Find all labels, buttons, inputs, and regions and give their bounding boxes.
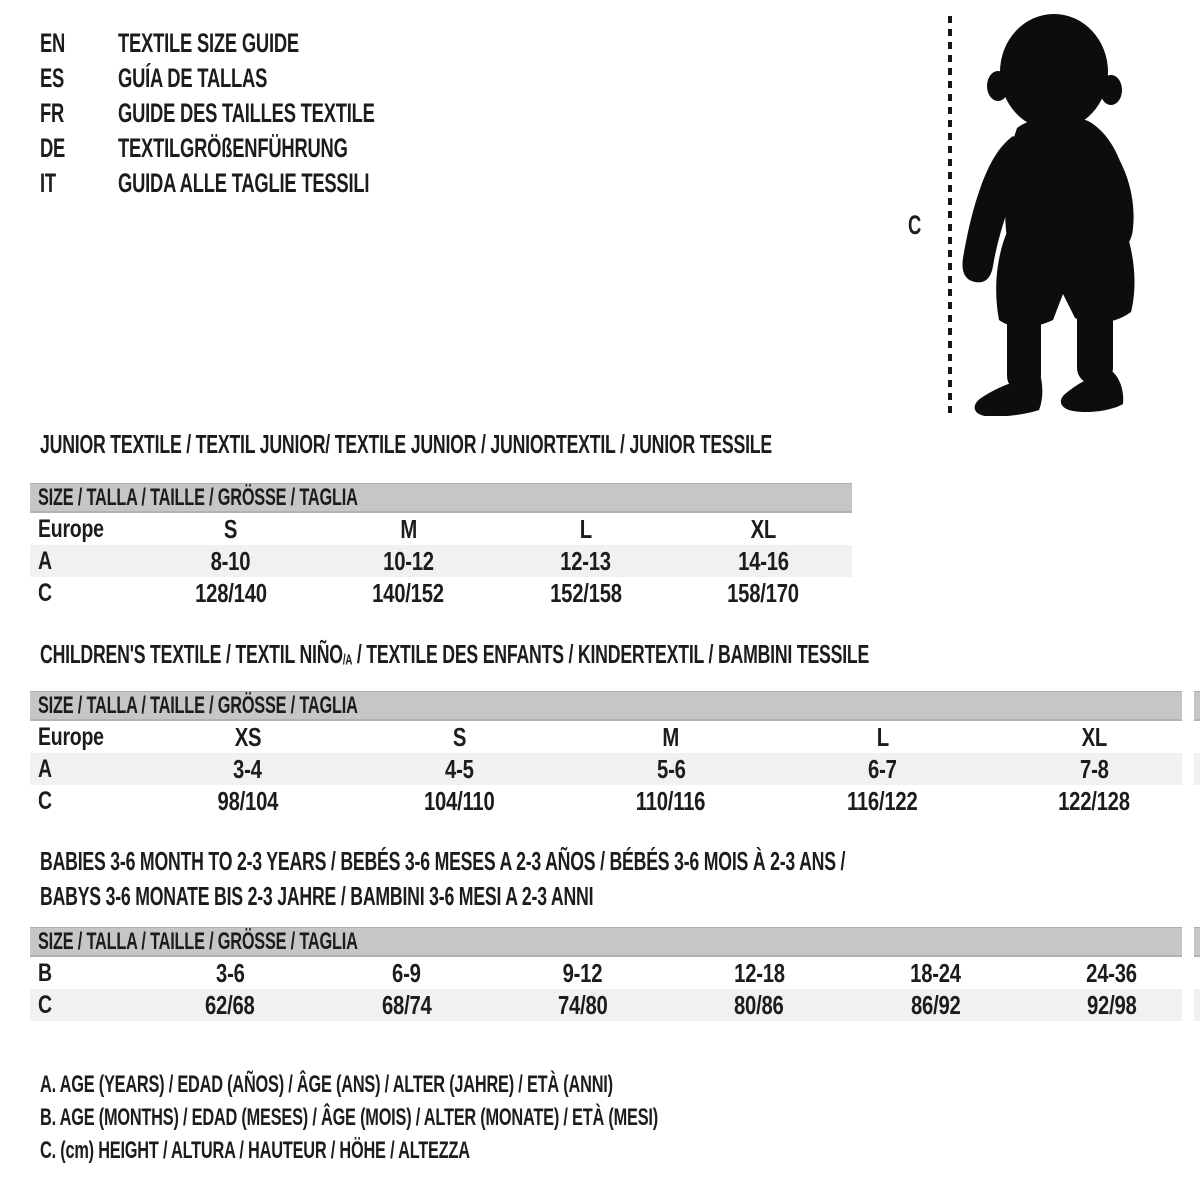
size-cell: 12-13 [560, 546, 612, 576]
row-label: B [38, 959, 52, 987]
legend-age-months: B. AGE (MONTHS) / EDAD (MESES) / ÂGE (MOIS) / ALTER (MONATE) / ETÀ (MESI) [40, 1104, 658, 1131]
size-cell: XL [1081, 722, 1107, 752]
size-cell: 10-12 [382, 546, 434, 576]
size-cell: 86/92 [910, 990, 961, 1020]
language-code: IT [40, 168, 56, 198]
height-measure-line [948, 16, 952, 414]
row-label: A [38, 755, 52, 783]
size-cell: 7-8 [1079, 754, 1109, 784]
size-cell: M [662, 722, 680, 752]
size-cell: 8-10 [210, 546, 251, 576]
language-code: DE [40, 133, 66, 163]
table-row-c [30, 577, 852, 609]
language-code: EN [40, 28, 66, 58]
legend-age-years: A. AGE (YEARS) / EDAD (AÑOS) / ÂGE (ANS) / ALTER (JAHRE) / ETÀ (ANNI) [40, 1071, 613, 1098]
size-cell: 4-5 [445, 754, 474, 784]
language-row-es [40, 61, 496, 96]
size-cell: XL [750, 514, 776, 544]
table-row-a [30, 753, 1200, 785]
section-title-babies-line1: BABIES 3-6 MONTH TO 2-3 YEARS / BEBÉS 3-6 MESES A 2-3 AÑOS / BÉBÉS 3-6 MOIS À 2-3 ANS / [40, 846, 846, 876]
children-size-table [30, 691, 1200, 817]
size-cell: L [579, 514, 592, 544]
size-cell: 12-18 [733, 958, 785, 988]
section-title-babies-line2: BABYS 3-6 MONATE BIS 2-3 JAHRE / BAMBINI 3-6 MESI A 2-3 ANNI [40, 881, 594, 911]
size-cell: 74/80 [558, 990, 608, 1020]
table-row-b [30, 957, 1200, 989]
size-cell: S [224, 514, 238, 544]
table-row-europe [30, 721, 1200, 753]
row-label: C [38, 579, 52, 607]
size-cell: 3-4 [233, 754, 263, 784]
table-header-bar: SIZE / TALLA / TAILLE / GRÖSSE / TAGLIA [30, 927, 1200, 957]
section-title-junior: JUNIOR TEXTILE / TEXTIL JUNIOR/ TEXTILE JUNIOR / JUNIORTEXTIL / JUNIOR TESSILE [40, 429, 772, 459]
size-cell: L [876, 722, 889, 752]
language-label: TEXTILGRÖßENFÜHRUNG [118, 133, 348, 163]
language-label: TEXTILE SIZE GUIDE [118, 28, 299, 58]
size-cell: 140/152 [372, 578, 445, 608]
row-label: A [38, 547, 52, 575]
size-cell: 104/110 [424, 786, 495, 816]
babies-size-table [30, 927, 1200, 1021]
right-edge-gap-strip [1182, 688, 1194, 1023]
size-cell: 116/122 [847, 786, 918, 816]
nino-a-subscript: /A [342, 652, 353, 669]
baby-silhouette-figure [955, 10, 1145, 416]
measure-label-c: C [908, 210, 922, 240]
language-row-en [40, 26, 496, 61]
size-cell: 62/68 [205, 990, 255, 1020]
size-cell: 122/128 [1058, 786, 1131, 816]
language-row-it [40, 166, 496, 201]
table-row-c [30, 785, 1200, 817]
language-label: GUIDA ALLE TAGLIE TESSILI [118, 168, 370, 198]
size-cell: 5-6 [656, 754, 686, 784]
row-label: C [38, 991, 52, 1019]
size-cell: 92/98 [1087, 990, 1137, 1020]
language-code: FR [40, 98, 65, 128]
language-label: GUIDE DES TAILLES TEXTILE [118, 98, 375, 128]
language-row-de [40, 131, 496, 166]
junior-size-table [30, 483, 852, 609]
table-row-c [30, 989, 1200, 1021]
size-cell: 24-36 [1086, 958, 1138, 988]
size-cell: 98/104 [217, 786, 279, 816]
table-row-a [30, 545, 852, 577]
size-cell: XS [234, 722, 262, 752]
size-cell: 110/116 [636, 786, 706, 816]
row-label: Europe [38, 515, 104, 543]
size-cell: 14-16 [737, 546, 789, 576]
language-list [40, 26, 496, 201]
table-row-europe [30, 513, 852, 545]
row-label: C [38, 787, 52, 815]
size-cell: 80/86 [734, 990, 784, 1020]
row-label: Europe [38, 723, 104, 751]
language-label: GUÍA DE TALLAS [118, 63, 268, 93]
section-title-children: CHILDREN'S TEXTILE / TEXTIL NIÑO/A / TEXTILE DES ENFANTS / KINDERTEXTIL / BAMBINI TESSILE [40, 639, 870, 669]
language-row-fr [40, 96, 496, 131]
size-cell: 18-24 [910, 958, 961, 988]
size-cell: 152/158 [549, 578, 622, 608]
table-header-bar: SIZE / TALLA / TAILLE / GRÖSSE / TAGLIA [30, 483, 852, 513]
legend-height-cm: C. (cm) HEIGHT / ALTURA / HAUTEUR / HÖHE / ALTEZZA [40, 1137, 470, 1164]
size-cell: 9-12 [562, 958, 603, 988]
table-header-bar: SIZE / TALLA / TAILLE / GRÖSSE / TAGLIA [30, 691, 1200, 721]
size-cell: S [452, 722, 467, 752]
size-cell: 6-7 [868, 754, 897, 784]
size-cell: M [399, 514, 417, 544]
size-cell: 6-9 [392, 958, 421, 988]
language-code: ES [40, 63, 65, 93]
size-cell: 158/170 [727, 578, 800, 608]
size-cell: 128/140 [194, 578, 267, 608]
size-cell: 68/74 [381, 990, 432, 1020]
size-cell: 3-6 [215, 958, 245, 988]
